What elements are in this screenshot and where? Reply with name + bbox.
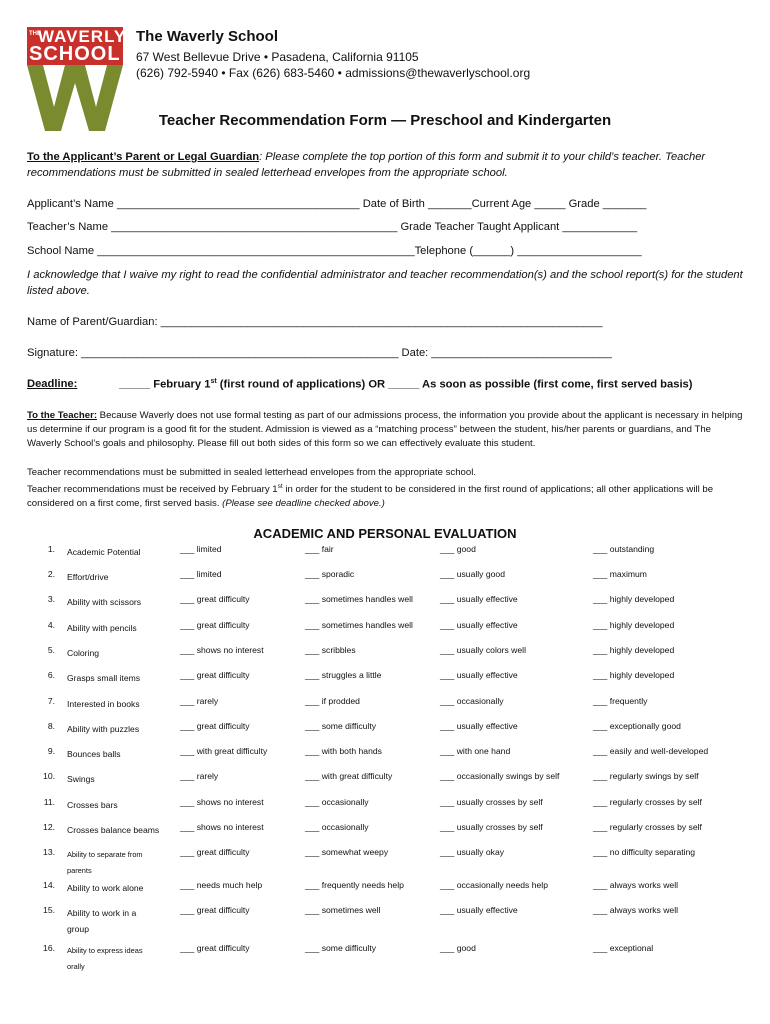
- teacher-instructions: [27, 409, 747, 451]
- deadline-label: Deadline:: [27, 378, 78, 390]
- evaluation-criterion: Swings: [67, 774, 95, 784]
- evaluation-criterion: Crosses bars: [67, 800, 118, 810]
- evaluation-number: 10.: [43, 771, 55, 781]
- evaluation-option[interactable]: ___ usually effective: [440, 670, 518, 680]
- evaluation-option[interactable]: ___ some difficulty: [305, 721, 377, 731]
- evaluation-option[interactable]: ___ with both hands: [305, 746, 382, 756]
- evaluation-option[interactable]: ___ sometimes handles well: [305, 620, 413, 630]
- signature-field[interactable]: Signature: ___________________________________________________ Date: _____________________________: [27, 347, 612, 359]
- evaluation-option[interactable]: ___ great difficulty: [180, 943, 250, 953]
- evaluation-option[interactable]: ___ fair: [305, 544, 334, 554]
- evaluation-criterion: Ability to separate from parents: [67, 850, 143, 875]
- evaluation-option[interactable]: ___ good: [440, 544, 476, 554]
- evaluation-table: [0, 540, 770, 980]
- submission-line-2-note: (Please see deadline checked above.): [222, 498, 385, 510]
- evaluation-option[interactable]: ___ occasionally: [440, 696, 504, 706]
- deadline-option-february: February 1: [150, 378, 211, 391]
- evaluation-option[interactable]: ___ occasionally needs help: [440, 880, 548, 890]
- deadline-option-asap: As soon as possible (first come, first served basis): [419, 378, 693, 391]
- evaluation-option[interactable]: ___ great difficulty: [180, 620, 250, 630]
- submission-line-2-sup: st: [277, 483, 283, 490]
- evaluation-option[interactable]: ___ regularly crosses by self: [593, 797, 702, 807]
- deadline-options: [119, 378, 693, 391]
- evaluation-option[interactable]: ___ frequently needs help: [305, 880, 404, 890]
- evaluation-option[interactable]: ___ if prodded: [305, 696, 360, 706]
- logo-wordmark: [27, 27, 127, 65]
- evaluation-option[interactable]: ___ shows no interest: [180, 822, 264, 832]
- evaluation-option[interactable]: ___ limited: [180, 544, 222, 554]
- evaluation-option[interactable]: ___ frequently: [593, 696, 648, 706]
- parent-instructions-text: : Please complete the top portion of this form and submit it to your child’s teacher. Teacher recommendations must be submitted in sealed letterhead envelopes from the appropriate school.: [27, 151, 706, 179]
- evaluation-option[interactable]: ___ always works well: [593, 880, 679, 890]
- evaluation-option[interactable]: ___ sporadic: [305, 569, 355, 579]
- evaluation-title: ACADEMIC AND PERSONAL EVALUATION: [253, 526, 517, 541]
- evaluation-number: 6.: [47, 670, 55, 680]
- evaluation-option[interactable]: ___ outstanding: [593, 544, 655, 554]
- evaluation-option[interactable]: ___ somewhat weepy: [305, 847, 389, 857]
- evaluation-option[interactable]: ___ limited: [180, 569, 222, 579]
- evaluation-number: 8.: [47, 721, 55, 731]
- evaluation-option[interactable]: ___ usually good: [440, 569, 505, 579]
- teacher-info-row[interactable]: Teacher’s Name ______________________________________________ Grade Teacher Taught Applicant ____________: [27, 221, 638, 233]
- evaluation-option[interactable]: ___ exceptionally good: [593, 721, 681, 731]
- evaluation-option[interactable]: ___ usually effective: [440, 620, 518, 630]
- logo-waverly: WAVERLY: [38, 27, 127, 46]
- evaluation-option[interactable]: ___ always works well: [593, 905, 679, 915]
- school-address: 67 West Bellevue Drive • Pasadena, California 91105: [136, 50, 419, 64]
- evaluation-option[interactable]: ___ rarely: [180, 771, 219, 781]
- evaluation-criterion: Coloring: [67, 648, 100, 658]
- evaluation-option[interactable]: ___ occasionally: [305, 822, 369, 832]
- evaluation-criterion: Ability with scissors: [67, 597, 142, 607]
- evaluation-number: 3.: [47, 594, 55, 604]
- teacher-instructions-label: To the Teacher:: [27, 410, 98, 421]
- evaluation-option[interactable]: ___ great difficulty: [180, 594, 250, 604]
- evaluation-option[interactable]: ___ highly developed: [593, 620, 675, 630]
- evaluation-criterion: Grasps small items: [67, 673, 141, 683]
- evaluation-option[interactable]: ___ highly developed: [593, 645, 675, 655]
- evaluation-option[interactable]: ___ sometimes handles well: [305, 594, 413, 604]
- evaluation-option[interactable]: ___ sometimes well: [305, 905, 381, 915]
- parent-name-field[interactable]: Name of Parent/Guardian: _______________________________________________________________________: [27, 316, 603, 328]
- applicant-info-row[interactable]: Applicant’s Name _______________________________________ Date of Birth _______Current Age _____ Grade _______: [27, 198, 647, 210]
- evaluation-criterion: Academic Potential: [67, 547, 141, 557]
- teacher-instructions-text: Because Waverly does not use formal testing as part of our admissions process, the information you provide about the applicant is necessary in helping us determine if our program is a good fit for the student. Admission is viewed as a “matching process” between the student, his/her parents or guardians, and The Waverly School’s goals and philosophy. Please fill out both sides of this form so we can effectively evaluate this student.: [27, 410, 743, 449]
- evaluation-criterion: Interested in books: [67, 699, 140, 709]
- evaluation-option[interactable]: ___ occasionally: [305, 797, 369, 807]
- evaluation-number: 13.: [43, 847, 55, 857]
- logo-the: THE: [29, 31, 41, 37]
- evaluation-option[interactable]: ___ great difficulty: [180, 847, 250, 857]
- evaluation-number: 9.: [47, 746, 55, 756]
- evaluation-option[interactable]: ___ struggles a little: [305, 670, 382, 680]
- logo-school: SCHOOL: [29, 43, 121, 65]
- submission-line-2-post: in order for the student to be considered in the first round of applications; all other applications will be considered on a first come, first served basis.: [27, 484, 714, 510]
- evaluation-option[interactable]: ___ great difficulty: [180, 905, 250, 915]
- evaluation-option[interactable]: ___ shows no interest: [180, 797, 264, 807]
- deadline-option-february-sup: st: [210, 378, 217, 385]
- evaluation-option[interactable]: ___ no difficulty separating: [593, 847, 696, 857]
- evaluation-number: 2.: [47, 569, 55, 579]
- evaluation-number: 12.: [43, 822, 55, 832]
- submission-note: [27, 466, 747, 511]
- evaluation-number: 16.: [43, 943, 55, 953]
- evaluation-number: 14.: [43, 880, 55, 890]
- acknowledgement: I acknowledge that I waive my right to read the confidential administrator and teacher recommendation(s) and the school report(s) for the student listed above.: [27, 269, 743, 297]
- evaluation-option[interactable]: ___ great difficulty: [180, 721, 250, 731]
- school-name: The Waverly School: [136, 28, 278, 45]
- school-info-row[interactable]: School Name ___________________________________________________Telephone (______) ____________________: [27, 245, 642, 257]
- evaluation-option[interactable]: ___ usually crosses by self: [440, 822, 543, 832]
- evaluation-criterion: Crosses balance beams: [67, 825, 160, 835]
- evaluation-option[interactable]: ___ usually effective: [440, 594, 518, 604]
- evaluation-number: 1.: [47, 544, 55, 554]
- evaluation-option[interactable]: ___ usually effective: [440, 721, 518, 731]
- school-contact: (626) 792-5940 • Fax (626) 683-5460 • admissions@thewaverlyschool.org: [136, 66, 531, 80]
- evaluation-option[interactable]: ___ highly developed: [593, 594, 675, 604]
- deadline-blank-february[interactable]: _____: [119, 378, 151, 391]
- deadline-option-february-post: (first round of applications) OR: [216, 378, 389, 391]
- evaluation-criterion: Effort/drive: [67, 572, 109, 582]
- evaluation-number: 15.: [43, 905, 55, 915]
- submission-line-2: [27, 480, 747, 511]
- evaluation-criterion: Ability with pencils: [67, 623, 137, 633]
- evaluation-criterion: Ability to express ideas orally: [67, 946, 143, 971]
- evaluation-option[interactable]: ___ usually effective: [440, 905, 518, 915]
- evaluation-criterion: Ability to work alone: [67, 883, 144, 893]
- evaluation-option[interactable]: ___ usually crosses by self: [440, 797, 543, 807]
- parent-instructions-label: To the Applicant’s Parent or Legal Guardian: [27, 151, 260, 163]
- evaluation-option[interactable]: ___ highly developed: [593, 670, 675, 680]
- evaluation-option[interactable]: ___ usually colors well: [440, 645, 526, 655]
- evaluation-option[interactable]: ___ maximum: [593, 569, 647, 579]
- evaluation-number: 5.: [47, 645, 55, 655]
- evaluation-number: 11.: [43, 797, 55, 807]
- evaluation-option[interactable]: ___ shows no interest: [180, 645, 264, 655]
- evaluation-option[interactable]: ___ good: [440, 943, 476, 953]
- deadline-blank-asap[interactable]: _____: [388, 378, 420, 391]
- evaluation-option[interactable]: ___ regularly crosses by self: [593, 822, 702, 832]
- form-title: Teacher Recommendation Form — Preschool and Kindergarten: [158, 112, 612, 129]
- submission-line-1: Teacher recommendations must be submitted in sealed letterhead envelopes from the appropriate school.: [27, 467, 477, 478]
- evaluation-option[interactable]: ___ occasionally swings by self: [440, 771, 560, 781]
- evaluation-criterion: Ability with puzzles: [67, 724, 140, 734]
- evaluation-option[interactable]: ___ easily and well-developed: [593, 746, 709, 756]
- evaluation-option[interactable]: ___ some difficulty: [305, 943, 377, 953]
- evaluation-criterion: Bounces balls: [67, 749, 121, 759]
- evaluation-criterion: Ability to work in a group: [67, 908, 137, 934]
- evaluation-option[interactable]: ___ exceptional: [593, 943, 654, 953]
- evaluation-option[interactable]: ___ needs much help: [180, 880, 263, 890]
- evaluation-option[interactable]: ___ rarely: [180, 696, 219, 706]
- evaluation-option[interactable]: ___ regularly swings by self: [593, 771, 699, 781]
- evaluation-option[interactable]: ___ usually okay: [440, 847, 505, 857]
- evaluation-option[interactable]: ___ great difficulty: [180, 670, 250, 680]
- submission-line-2-pre: Teacher recommendations must be received by February 1: [27, 484, 278, 496]
- evaluation-number: 7.: [47, 696, 55, 706]
- parent-instructions: [27, 150, 747, 181]
- evaluation-option[interactable]: ___ with great difficulty: [180, 746, 268, 756]
- evaluation-option[interactable]: ___ with one hand: [440, 746, 511, 756]
- evaluation-option[interactable]: ___ scribbles: [305, 645, 356, 655]
- evaluation-number: 4.: [47, 620, 55, 630]
- evaluation-option[interactable]: ___ with great difficulty: [305, 771, 393, 781]
